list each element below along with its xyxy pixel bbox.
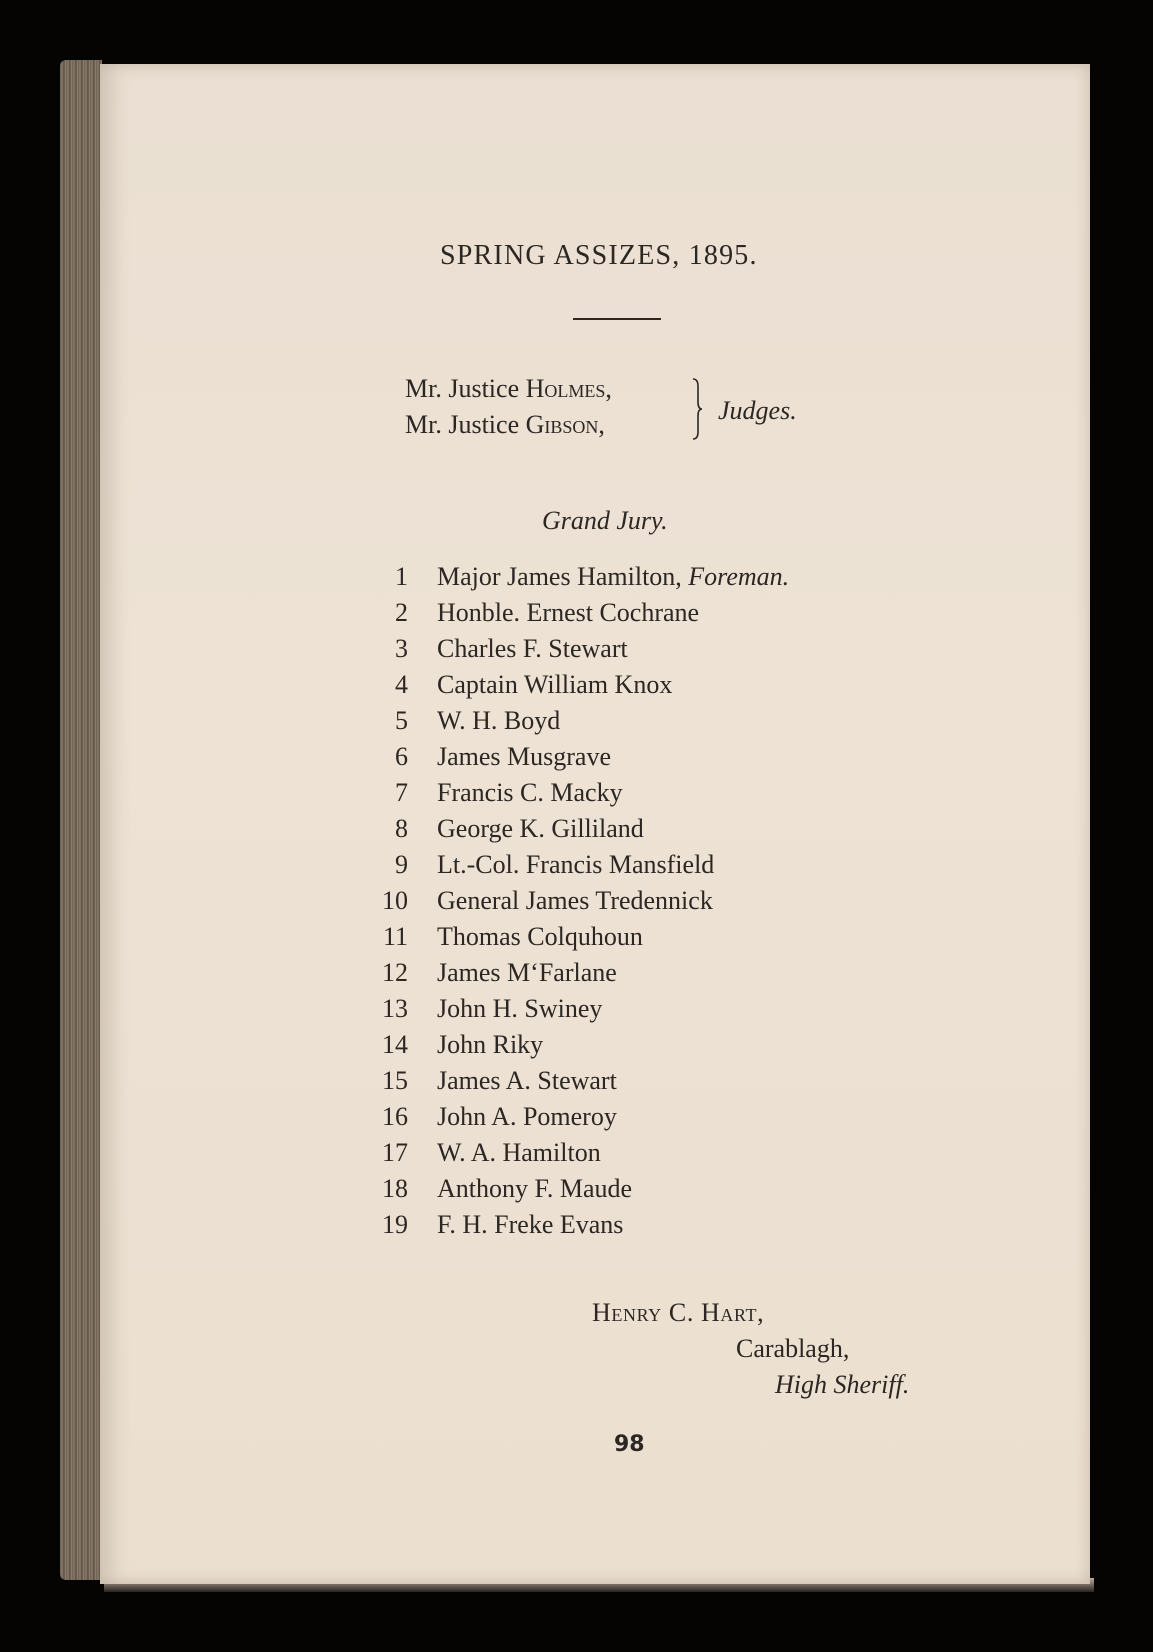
juror-name [437, 598, 699, 628]
juror-name-text: General James Tredennick [437, 886, 713, 915]
juror-name-text: Charles F. Stewart [437, 634, 628, 663]
juror-name-text: Lt.-Col. Francis Mansfield [437, 850, 715, 879]
juror-name [437, 994, 602, 1024]
juror-name [437, 886, 713, 916]
judge-surname: Holmes [525, 374, 606, 403]
juror-name [437, 1030, 543, 1060]
jury-row [0, 850, 1153, 886]
judge-prefix: Mr. Justice [405, 374, 526, 403]
jury-row [0, 562, 1153, 598]
jury-number: 11 [382, 922, 408, 951]
judge-surname: Gibson [525, 410, 599, 439]
jury-number: 2 [395, 598, 408, 627]
jury-row [0, 670, 1153, 706]
jury-number: 18 [382, 1174, 408, 1203]
jury-row [0, 814, 1153, 850]
judge-line-2 [405, 410, 605, 440]
juror-name-text: John A. Pomeroy [437, 1102, 617, 1131]
juror-name [437, 1210, 623, 1240]
sheriff-residence: Carablagh, [736, 1334, 850, 1363]
judges-label: Judges. [718, 396, 797, 425]
juror-name-text: Major James Hamilton, [437, 562, 689, 591]
jury-row [0, 1066, 1153, 1102]
juror-name-text: Honble. Ernest Cochrane [437, 598, 700, 627]
jury-row [0, 1138, 1153, 1174]
jury-row [0, 634, 1153, 670]
jury-row [0, 1174, 1153, 1210]
juror-name [437, 1138, 601, 1168]
juror-name-text: James Musgrave [437, 742, 612, 771]
jury-number: 7 [395, 778, 408, 807]
jury-row [0, 994, 1153, 1030]
juror-name [437, 778, 623, 808]
jury-number: 10 [382, 886, 408, 915]
jury-number: 1 [395, 562, 408, 591]
juror-name [437, 958, 617, 988]
juror-name-text: John Riky [437, 1030, 544, 1059]
jury-row [0, 1030, 1153, 1066]
jury-number: 8 [395, 814, 408, 843]
jury-row [0, 886, 1153, 922]
grand-jury-heading: Grand Jury. [542, 506, 668, 535]
juror-name-text: Thomas Colquhoun [437, 922, 643, 951]
jury-number: 16 [382, 1102, 408, 1131]
heading-rule [573, 318, 661, 320]
jury-row [0, 742, 1153, 778]
jury-row [0, 922, 1153, 958]
sheriff-title: High Sheriff. [775, 1370, 910, 1399]
jury-number: 3 [395, 634, 408, 663]
juror-name [437, 562, 789, 592]
juror-name-text: F. H. Freke Evans [437, 1210, 624, 1239]
juror-name [437, 1102, 617, 1132]
juror-name-text: John H. Swiney [437, 994, 603, 1023]
jury-row [0, 958, 1153, 994]
juror-name [437, 850, 714, 880]
juror-name-text: George K. Gilliland [437, 814, 644, 843]
juror-name [437, 670, 672, 700]
juror-name-text: James A. Stewart [437, 1066, 617, 1095]
sheriff-name: Henry C. Hart, [592, 1298, 765, 1327]
jury-number: 6 [395, 742, 408, 771]
judge-suffix: , [605, 374, 612, 403]
juror-name-text: Captain William Knox [437, 670, 673, 699]
juror-name [437, 742, 611, 772]
page-heading: SPRING ASSIZES, 1895. [440, 240, 758, 271]
page-number: 98 [614, 1432, 645, 1457]
juror-name-text: James M‘Farlane [437, 958, 617, 987]
juror-name-text: W. H. Boyd [437, 706, 561, 735]
judge-suffix: , [598, 410, 605, 439]
juror-name-text: Francis C. Macky [437, 778, 623, 807]
juror-name [437, 814, 644, 844]
jury-number: 15 [382, 1066, 408, 1095]
jury-number: 13 [382, 994, 408, 1023]
jury-number: 19 [382, 1210, 408, 1239]
jury-number: 5 [395, 706, 408, 735]
juror-role: Foreman. [688, 562, 790, 591]
juror-name [437, 634, 628, 664]
judges-brace [692, 378, 702, 440]
jury-number: 17 [382, 1138, 408, 1167]
jury-number: 4 [395, 670, 408, 699]
jury-number: 9 [395, 850, 408, 879]
juror-name [437, 922, 643, 952]
juror-name-text: W. A. Hamilton [437, 1138, 601, 1167]
jury-row [0, 598, 1153, 634]
jury-row [0, 1210, 1153, 1246]
judge-prefix: Mr. Justice [405, 410, 526, 439]
juror-name-text: Anthony F. Maude [437, 1174, 633, 1203]
jury-row [0, 1102, 1153, 1138]
jury-row [0, 778, 1153, 814]
jury-number: 12 [382, 958, 408, 987]
juror-name [437, 706, 560, 736]
juror-name [437, 1174, 632, 1204]
judge-line-1 [405, 374, 612, 404]
juror-name [437, 1066, 617, 1096]
jury-number: 14 [382, 1030, 408, 1059]
jury-row [0, 706, 1153, 742]
